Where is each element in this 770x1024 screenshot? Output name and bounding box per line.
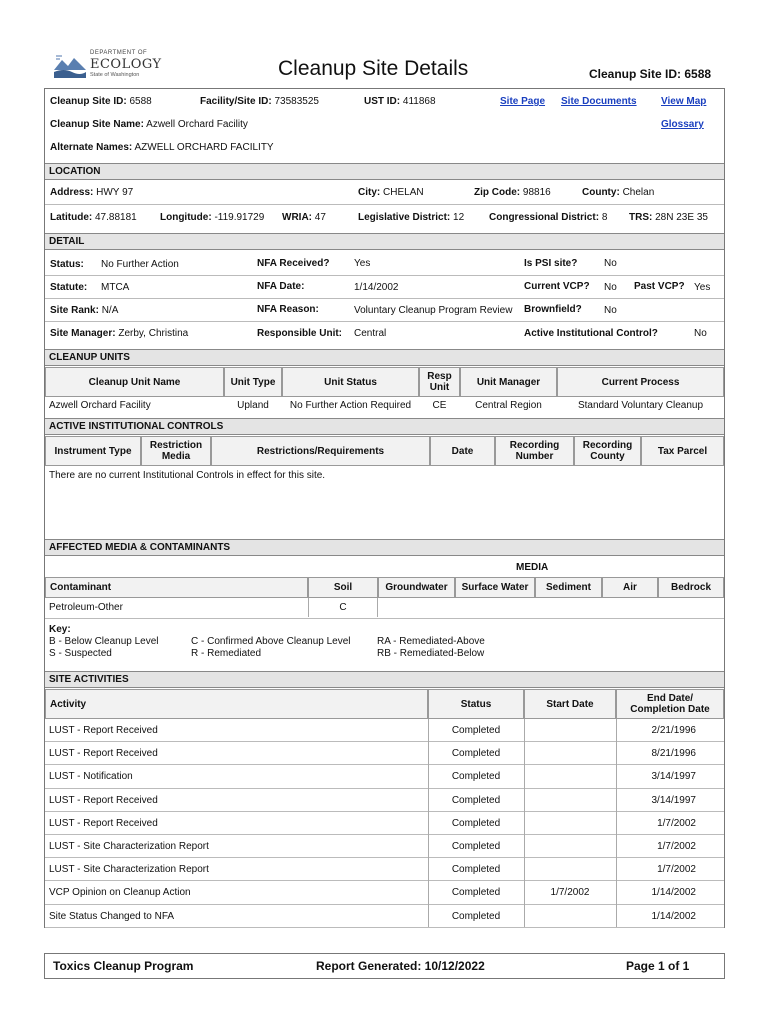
longitude-field: Longitude: -119.91729 xyxy=(160,212,265,223)
mc-col-contaminant: Contaminant xyxy=(45,577,308,598)
mc-col-bedrock: Bedrock xyxy=(658,577,724,598)
sa-divider-3 xyxy=(616,719,617,927)
psi-label: Is PSI site? xyxy=(524,258,578,269)
page-title: Cleanup Site Details xyxy=(278,57,469,80)
mc-col-groundwater: Groundwater xyxy=(378,577,455,598)
sa-col-activity: Activity xyxy=(45,689,428,719)
wria-field: WRIA: 47 xyxy=(282,212,326,223)
nfa-received-label: NFA Received? xyxy=(257,258,330,269)
footer-page: Page 1 of 1 xyxy=(626,959,690,973)
site-rank-field: Site Rank: N/A xyxy=(50,305,119,316)
cu-name: Azwell Orchard Facility xyxy=(49,400,151,411)
key-b: B - Below Cleanup Level xyxy=(49,636,159,647)
facility-id-field: Facility/Site ID: 73583525 xyxy=(200,96,319,107)
sa-divider-1 xyxy=(428,719,429,927)
media-header: MEDIA xyxy=(516,562,549,573)
brownfield-label: Brownfield? xyxy=(524,304,582,315)
footer-program: Toxics Cleanup Program xyxy=(53,959,194,973)
mc-col-sediment: Sediment xyxy=(535,577,602,598)
key-ra: RA - Remediated-Above xyxy=(377,636,485,647)
nfa-date-value: 1/14/2002 xyxy=(354,282,399,293)
sa-activity: LUST - Notification xyxy=(49,771,133,783)
brownfield-value: No xyxy=(604,305,617,316)
view-map-link[interactable]: View Map xyxy=(661,96,707,107)
legislative-district-field: Legislative District: 12 xyxy=(358,212,465,223)
sa-status: Completed xyxy=(451,771,501,783)
county-field: County: Chelan xyxy=(582,187,655,198)
sa-start-date xyxy=(524,719,616,742)
nfa-reason-label: NFA Reason: xyxy=(257,304,319,315)
logo-state: State of Washington xyxy=(90,72,140,78)
activities-section-header: SITE ACTIVITIES xyxy=(45,671,724,688)
site-id-top: Cleanup Site ID: 6588 xyxy=(589,67,712,81)
sa-activity: VCP Opinion on Cleanup Action xyxy=(49,887,191,899)
sa-end-date: 8/21/1996 xyxy=(651,748,696,760)
site-manager-field: Site Manager: Zerby, Christina xyxy=(50,328,189,339)
mc-contaminant: Petroleum-Other xyxy=(49,602,123,613)
ic-col-recording-county: Recording County xyxy=(574,436,641,466)
status-label: Status: xyxy=(50,259,84,270)
statute-value: MTCA xyxy=(101,282,130,293)
sa-end-date: 3/14/1997 xyxy=(651,794,696,806)
cu-col-type: Unit Type xyxy=(224,367,282,397)
mc-col-surface-water: Surface Water xyxy=(455,577,535,598)
sa-start-date xyxy=(524,905,616,928)
sa-col-end-date: End Date/ Completion Date xyxy=(616,689,724,719)
status-value: No Further Action xyxy=(101,259,179,270)
logo-dept: DEPARTMENT OF xyxy=(90,50,148,56)
sa-end-date: 3/14/1997 xyxy=(651,771,696,783)
mc-col-soil: Soil xyxy=(308,577,378,598)
address-field: Address: HWY 97 xyxy=(50,187,134,198)
cu-process: Standard Voluntary Cleanup xyxy=(577,400,704,411)
ic-empty-message: There are no current Institutional Controls in effect for this site. xyxy=(49,470,326,481)
mc-col-air: Air xyxy=(602,577,658,598)
cu-status: No Further Action Required xyxy=(289,400,412,411)
responsible-unit-value: Central xyxy=(354,328,387,339)
sa-start-date xyxy=(524,765,616,788)
location-section-header: LOCATION xyxy=(45,163,724,180)
trs-field: TRS: 28N 23E 35 xyxy=(629,212,708,223)
nfa-reason-value: Voluntary Cleanup Program Review xyxy=(354,305,513,316)
sa-end-date: 1/7/2002 xyxy=(657,841,696,853)
key-r: R - Remediated xyxy=(191,648,262,659)
ecology-logo-icon xyxy=(52,52,88,80)
cu-col-resp-unit: Resp Unit xyxy=(419,367,460,397)
key-c: C - Confirmed Above Cleanup Level xyxy=(191,636,351,647)
cleanup-units-section-header: CLEANUP UNITS xyxy=(45,349,724,366)
cu-col-status: Unit Status xyxy=(282,367,419,397)
sa-activity: LUST - Site Characterization Report xyxy=(49,864,209,876)
media-section-header: AFFECTED MEDIA & CONTAMINANTS xyxy=(45,539,724,556)
sa-end-date: 1/7/2002 xyxy=(657,864,696,876)
sa-activity: LUST - Report Received xyxy=(49,725,158,737)
cu-type: Upland xyxy=(237,400,269,411)
sa-col-status: Status xyxy=(428,689,524,719)
sa-start-date xyxy=(524,858,616,881)
cu-manager: Central Region xyxy=(475,400,542,411)
controls-section-header: ACTIVE INSTITUTIONAL CONTROLS xyxy=(45,418,724,435)
sa-activity: LUST - Report Received xyxy=(49,748,158,760)
ic-col-tax-parcel: Tax Parcel xyxy=(641,436,724,466)
ic-col-instrument: Instrument Type xyxy=(45,436,141,466)
key-s: S - Suspected xyxy=(49,648,112,659)
sa-end-date: 1/7/2002 xyxy=(657,817,696,829)
nfa-received-value: Yes xyxy=(354,258,371,269)
sa-activity: LUST - Site Characterization Report xyxy=(49,841,209,853)
sa-status: Completed xyxy=(451,725,501,737)
sa-end-date: 1/14/2002 xyxy=(651,887,696,899)
ic-col-date: Date xyxy=(430,436,495,466)
mc-soil: C xyxy=(308,598,378,617)
active-ic-value: No xyxy=(694,328,707,339)
cu-col-name: Cleanup Unit Name xyxy=(45,367,224,397)
current-vcp-value: No xyxy=(604,282,617,293)
ic-col-restrictions: Restrictions/Requirements xyxy=(211,436,430,466)
ic-col-recording-number: Recording Number xyxy=(495,436,574,466)
past-vcp-value: Yes xyxy=(694,282,711,293)
alternate-names-field: Alternate Names: AZWELL ORCHARD FACILITY xyxy=(50,142,274,153)
detail-section-header: DETAIL xyxy=(45,233,724,250)
ic-col-media: Restriction Media xyxy=(141,436,211,466)
sa-activity: LUST - Report Received xyxy=(49,817,158,829)
site-name-field: Cleanup Site Name: Azwell Orchard Facility xyxy=(50,119,248,130)
nfa-date-label: NFA Date: xyxy=(257,281,305,292)
sa-status: Completed xyxy=(451,887,501,899)
cu-col-manager: Unit Manager xyxy=(460,367,557,397)
key-rb: RB - Remediated-Below xyxy=(377,648,485,659)
sa-status: Completed xyxy=(451,864,501,876)
sa-end-date: 2/21/1996 xyxy=(651,725,696,737)
sa-col-start-date: Start Date xyxy=(524,689,616,719)
sa-start-date: 1/7/2002 xyxy=(550,887,590,899)
footer xyxy=(44,953,725,979)
sa-end-date: 1/14/2002 xyxy=(651,910,696,922)
footer-generated: Report Generated: 10/12/2022 xyxy=(316,959,485,973)
site-id-field: Cleanup Site ID: 6588 xyxy=(50,96,152,107)
sa-status: Completed xyxy=(451,817,501,829)
sa-status: Completed xyxy=(451,910,501,922)
sa-divider-2 xyxy=(524,719,525,927)
sa-status: Completed xyxy=(451,841,501,853)
city-field: City: CHELAN xyxy=(358,187,424,198)
past-vcp-label: Past VCP? xyxy=(634,281,685,292)
cu-col-process: Current Process xyxy=(557,367,724,397)
sa-start-date xyxy=(524,835,616,858)
psi-value: No xyxy=(604,258,617,269)
current-vcp-label: Current VCP? xyxy=(524,281,590,292)
sa-start-date xyxy=(524,742,616,765)
cu-resp-unit: CE xyxy=(432,400,447,411)
ust-id-field: UST ID: 411868 xyxy=(364,96,436,107)
sa-start-date xyxy=(524,812,616,835)
site-page-link[interactable]: Site Page xyxy=(500,96,546,107)
logo-name: ECOLOGY xyxy=(90,57,162,72)
key-title: Key: xyxy=(49,624,71,635)
active-ic-label: Active Institutional Control? xyxy=(524,328,658,339)
sa-activity: LUST - Report Received xyxy=(49,794,158,806)
zip-field: Zip Code: 98816 xyxy=(474,187,551,198)
sa-start-date xyxy=(524,789,616,812)
ecology-logo xyxy=(52,50,162,82)
sa-activity: Site Status Changed to NFA xyxy=(49,910,175,922)
sa-status: Completed xyxy=(451,748,501,760)
statute-label: Statute: xyxy=(50,282,88,293)
sa-status: Completed xyxy=(451,794,501,806)
congressional-district-field: Congressional District: 8 xyxy=(489,212,608,223)
responsible-unit-label: Responsible Unit: xyxy=(257,328,343,339)
glossary-link[interactable]: Glossary xyxy=(661,119,704,130)
site-documents-link[interactable]: Site Documents xyxy=(561,96,637,107)
latitude-field: Latitude: 47.88181 xyxy=(50,212,137,223)
